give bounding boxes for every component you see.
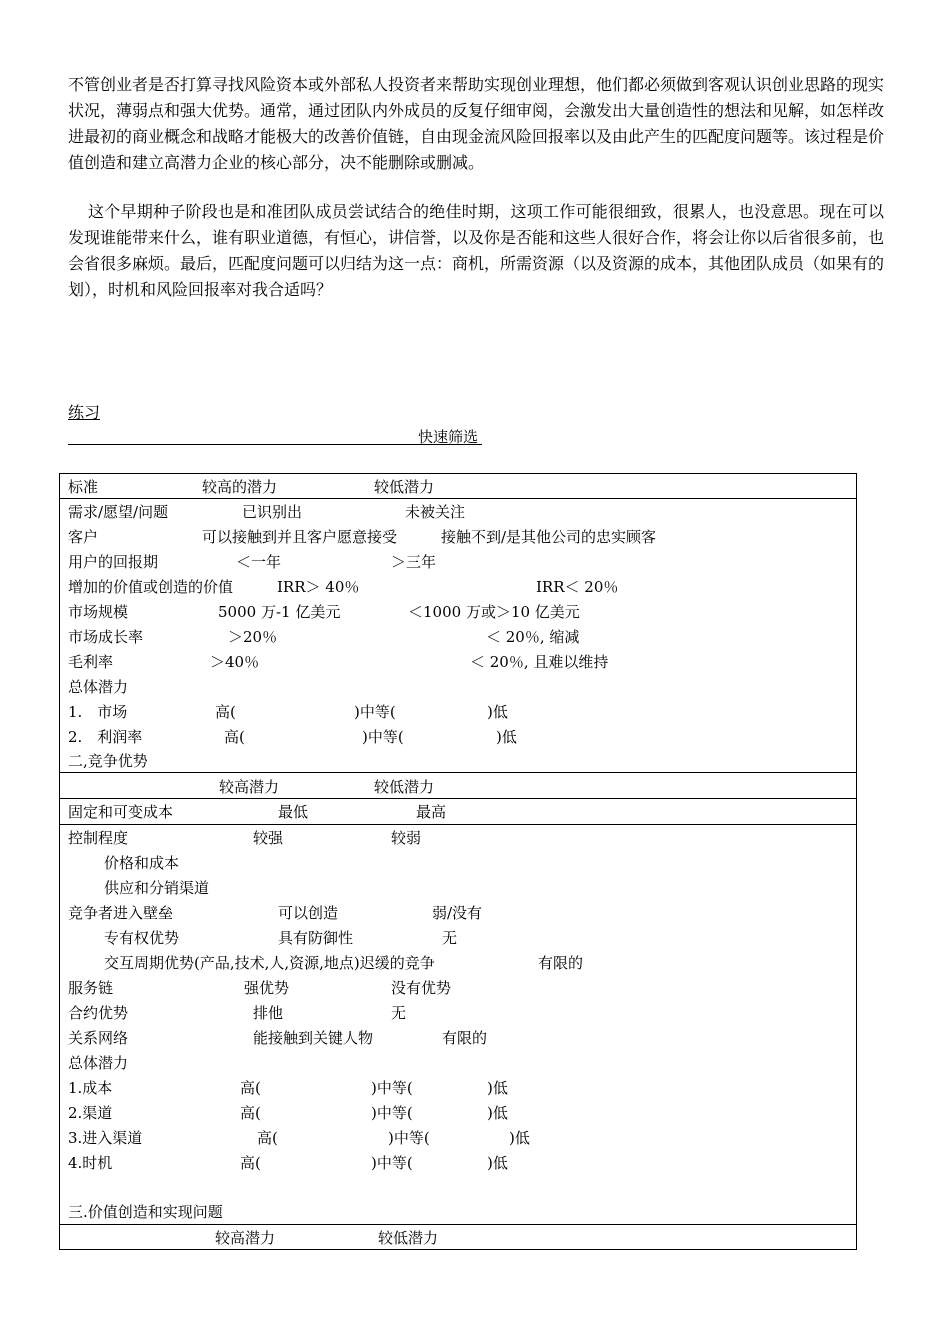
- lead-low: 有限的: [538, 954, 584, 972]
- control-low: 较弱: [391, 829, 422, 847]
- potential-cost-low: )低: [487, 1079, 508, 1097]
- row-value-label: 增加的价值或创造的价值: [68, 578, 234, 596]
- control-sub-price: 价格和成本: [104, 854, 180, 872]
- potential-cost-mid: )中等(: [371, 1079, 413, 1097]
- potential-channel-low: )低: [487, 1104, 508, 1122]
- contract-high: 排他: [253, 1004, 284, 1022]
- network-high: 能接触到关键人物: [253, 1029, 374, 1047]
- potential-market-high: 高(: [215, 703, 236, 721]
- potential-market-label: 1. 市场: [68, 703, 128, 721]
- header-row: [68, 477, 98, 497]
- potential-channel-label: 2.渠道: [68, 1104, 113, 1122]
- proprietary-label: 专有权优势: [104, 929, 180, 947]
- potential-cost-high: 高(: [240, 1079, 261, 1097]
- potential-timing-label: 4.时机: [68, 1154, 113, 1172]
- section3-header-high: 较高潜力: [215, 1229, 276, 1247]
- proprietary-low: 无: [442, 929, 458, 947]
- lead-label: 交互周期优势(产品,技术,人,资源,地点)迟缓的竞争: [104, 954, 435, 972]
- row-payback-label: 用户的回报期: [68, 553, 159, 571]
- exercise-label: 练习: [68, 403, 101, 422]
- proprietary-high: 具有防御性: [278, 929, 354, 947]
- section2-header-low: 较低潜力: [374, 778, 435, 796]
- row-payback-high: ＜一年: [236, 553, 282, 571]
- network-label: 关系网络: [68, 1029, 129, 1047]
- contract-low: 无: [391, 1004, 407, 1022]
- contract-label: 合约优势: [68, 1004, 129, 1022]
- section2-header-high: 较高潜力: [219, 778, 280, 796]
- header-low: 较低潜力: [374, 478, 435, 496]
- potential-channel-high: 高(: [240, 1104, 261, 1122]
- service-label: 服务链: [68, 979, 114, 997]
- potential-margin-label: 2. 利润率: [68, 728, 143, 746]
- header-criterion: 标准: [68, 478, 99, 496]
- potential-entry-low: )低: [509, 1129, 530, 1147]
- row-need-high: 已识别出: [242, 503, 303, 521]
- row-growth-label: 市场成长率: [68, 628, 144, 646]
- control-label: 控制程度: [68, 829, 129, 847]
- row-customer-low: 接触不到/是其他公司的忠实顾客: [441, 528, 657, 546]
- service-low: 没有优势: [391, 979, 452, 997]
- potential-timing-low: )低: [487, 1154, 508, 1172]
- cost-label: 固定和可变成本: [68, 803, 174, 821]
- intro-paragraph-1: 不管创业者是否打算寻找风险资本或外部私人投资者来帮助实现创业理想，他们都必须做到客观认识创业思路的现实状况，薄弱点和强大优势。通常，通过团队内外成员的反复仔细审阅，会激发出大量创造性的想法和见解，如怎样改进最初的商业概念和战略才能极大的改善价值链，自由现金流风险回报率以及由此产生的匹配度问题等。该过程是价值创造和建立高潜力企业的核心部分，决不能删除或删减。: [68, 75, 885, 172]
- potential-entry-high: 高(: [257, 1129, 278, 1147]
- potential-entry-label: 3.进入渠道: [68, 1129, 143, 1147]
- section2-title: 二,竞争优势: [68, 752, 148, 770]
- cost-row-box: [59, 798, 857, 825]
- potential-timing-mid: )中等(: [371, 1154, 413, 1172]
- potential-entry-mid: )中等(: [388, 1129, 430, 1147]
- cost-high: 最低: [278, 803, 309, 821]
- service-high: 强优势: [244, 979, 290, 997]
- barrier-low: 弱/没有: [432, 904, 483, 922]
- row-growth-low: ＜ 20％, 缩减: [486, 628, 580, 646]
- table-title: 快速筛选: [418, 428, 479, 446]
- header-divider: [59, 498, 857, 499]
- row-growth-high: ＞20％: [228, 628, 278, 646]
- potential-margin-low: )低: [496, 728, 517, 746]
- potential-market-mid: )中等(: [354, 703, 396, 721]
- row-margin-high: ＞40％: [210, 653, 260, 671]
- section3-header-low: 较低潜力: [378, 1229, 439, 1247]
- control-high: 较强: [253, 829, 284, 847]
- row-customer-high: 可以接触到并且客户愿意接受: [202, 528, 398, 546]
- row-margin-low: ＜ 20％, 且难以维持: [470, 653, 609, 671]
- barrier-high: 可以创造: [278, 904, 339, 922]
- cost-low: 最高: [416, 803, 447, 821]
- control-sub-supply: 供应和分销渠道: [104, 879, 210, 897]
- section2-overall: 总体潜力: [68, 1054, 129, 1072]
- row-value-low: IRR＜ 20％: [536, 578, 619, 596]
- row-need-low: 未被关注: [405, 503, 466, 521]
- section2-header-box: [59, 772, 857, 799]
- barrier-label: 竞争者进入壁垒: [68, 904, 174, 922]
- section3-divider: [59, 1224, 857, 1225]
- row-need-label: 需求/愿望/问题: [68, 503, 169, 521]
- row-market-size-low: ＜1000 万或＞10 亿美元: [408, 603, 580, 621]
- row-payback-low: ＞三年: [391, 553, 437, 571]
- intro-paragraph-2: 这个早期种子阶段也是和准团队成员尝试结合的绝佳时期，这项工作可能很细致，很累人，也没意思。现在可以发现谁能带来什么，谁有职业道德，有恒心，讲信誉，以及你是否能和这些人很好合作，将会让你以后省很多前，也会省很多麻烦。最后，匹配度问题可以归结为这一点：商机，所需资源（以及资源的成本，其他团队成员（如果有的划），时机和风险回报率对我合适吗？: [68, 202, 885, 299]
- section3-title: 三.价值创造和实现问题: [68, 1203, 223, 1221]
- network-low: 有限的: [442, 1029, 488, 1047]
- row-value-high: IRR＞ 40％: [277, 578, 360, 596]
- potential-margin-high: 高(: [224, 728, 245, 746]
- potential-channel-mid: )中等(: [371, 1104, 413, 1122]
- row-customer-label: 客户: [68, 528, 99, 546]
- row-market-size-label: 市场规模: [68, 603, 129, 621]
- header-high: 较高的潜力: [202, 478, 278, 496]
- row-margin-label: 毛利率: [68, 653, 114, 671]
- potential-market-low: )低: [487, 703, 508, 721]
- potential-cost-label: 1.成本: [68, 1079, 113, 1097]
- potential-margin-mid: )中等(: [362, 728, 404, 746]
- row-market-size-high: 5000 万-1 亿美元: [218, 603, 341, 621]
- potential-timing-high: 高(: [240, 1154, 261, 1172]
- section1-overall: 总体潜力: [68, 678, 129, 696]
